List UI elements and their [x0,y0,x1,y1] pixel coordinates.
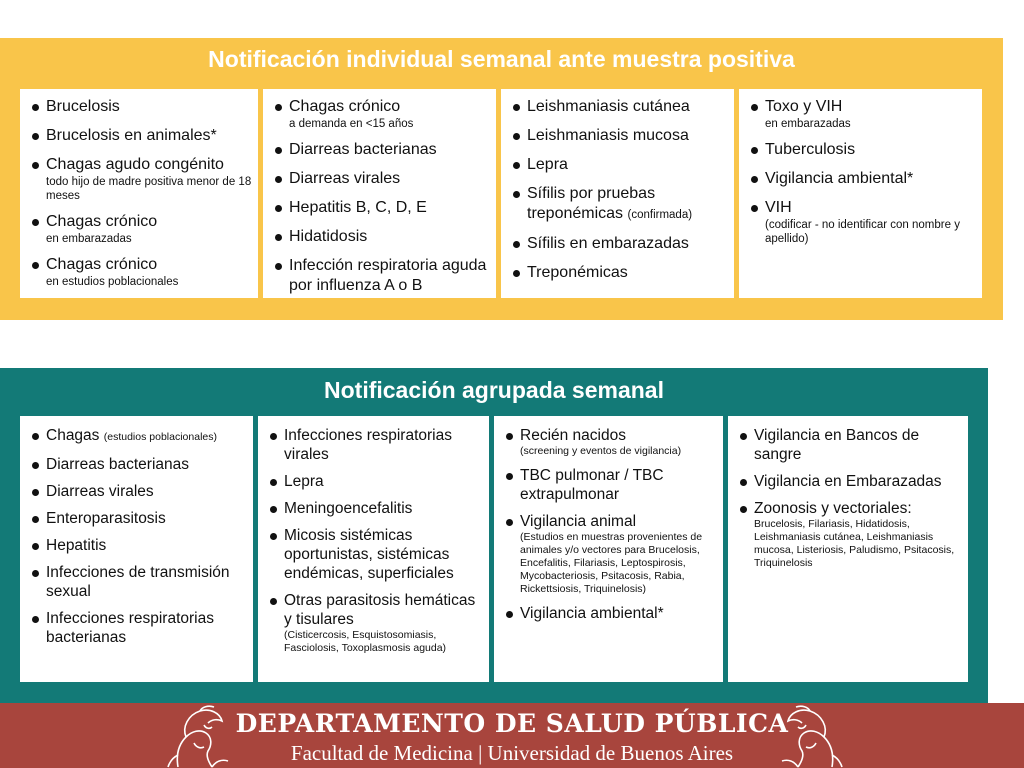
item-label: Vigilancia en Embarazadas [754,473,942,490]
list-item [749,97,976,131]
list-item [30,126,252,146]
column-3 [501,89,734,298]
list-item [511,263,728,283]
list-item [30,509,247,528]
item-label: Otras parasitosis hemáticas y tisulares [284,592,476,628]
item-label: Hepatitis [46,537,107,554]
item-label: Brucelosis [46,98,120,115]
list-item [268,499,483,518]
column-4 [739,89,982,298]
column-2 [258,416,489,682]
item-note: (Estudios en muestras provenientes de animales y/o vectores para Brucelosis, Encefalitis, Filariasis, Leptospirosis, Mycobacteriosis, Psitacosis, Rabia, Rickettsiosis, Triquinelosis) [520,531,703,595]
grouped-notification-panel [0,368,988,703]
item-label: Chagas [46,427,100,444]
list-item [273,97,490,131]
item-label: Hidatidosis [289,228,368,245]
list-item [749,198,976,246]
athena-emblem-icon [772,703,862,768]
item-label: Hepatitis B, C, D, E [289,199,427,216]
list-item [273,169,490,189]
item-note: en embarazadas [46,233,132,245]
item-label: Brucelosis en animales* [46,127,217,144]
list-item [30,255,252,289]
item-label: Chagas crónico [289,98,401,115]
panel-title: Notificación agrupada semanal [324,377,664,403]
item-label: Lepra [284,473,324,490]
item-label: Vigilancia animal [520,513,637,530]
item-label: Diarreas virales [46,483,154,500]
item-note: todo hijo de madre positiva menor de 18 meses [46,176,252,202]
item-label: Zoonosis y vectoriales: [754,500,912,517]
item-label: Toxo y VIH [765,98,843,115]
list-item [30,536,247,555]
item-note: Brucelosis, Filariasis, Hidatidosis, Leishmaniasis cutánea, Leishmaniasis mucosa, Listeriosis, Paludismo, Psitacosis, Triquinelosis [754,518,955,569]
list-item [738,499,962,570]
footer-banner [0,703,1024,768]
list-item [738,426,962,464]
item-note: (screening y eventos de vigilancia) [520,445,682,457]
list-item [273,227,490,247]
list-item [511,126,728,146]
item-label: Sífilis por pruebas treponémicas [527,185,656,222]
list-item [511,234,728,254]
column-1 [20,416,253,682]
item-label: Diarreas bacterianas [289,141,437,158]
list-item [268,426,483,464]
item-label: TBC pulmonar / TBC extrapulmonar [520,467,664,503]
item-label: Recién nacidos [520,427,626,444]
list-item [30,563,247,601]
list-item [30,212,252,246]
item-label: Sífilis en embarazadas [527,235,689,252]
item-label: Infección respiratoria aguda por influenza A o B [289,257,487,294]
item-qualifier: (estudios poblacionales) [103,431,217,443]
list-item [30,609,247,647]
item-label: Chagas crónico [46,256,158,273]
column-1 [20,89,258,298]
item-label: Leishmaniasis cutánea [527,98,690,115]
column-2 [263,89,496,298]
list-item [504,466,717,504]
column-3 [494,416,723,682]
item-note: a demanda en <15 años [289,118,414,130]
list-item [504,512,717,596]
item-label: Lepra [527,156,568,173]
list-item [511,97,728,117]
item-label: Tuberculosis [765,141,856,158]
list-item [738,472,962,491]
item-label: Vigilancia ambiental* [520,605,664,622]
item-label: Infecciones de transmisión sexual [46,564,230,600]
item-label: Vigilancia ambiental* [765,170,914,187]
item-label: Infecciones respiratorias virales [284,427,452,463]
department-title: DEPARTAMENTO DE SALUD PÚBLICA [235,709,789,738]
item-label: Chagas crónico [46,213,158,230]
list-item [749,140,976,160]
list-item [30,455,247,474]
faculty-subtitle: Facultad de Medicina | Universidad de Buenos Aires [290,741,734,765]
panel-title: Notificación individual semanal ante muestra positiva [208,46,795,72]
list-item [30,155,252,203]
list-item [30,97,252,117]
list-item [268,591,483,655]
item-label: Infecciones respiratorias bacterianas [46,610,214,646]
list-item [504,426,717,458]
item-label: Enteroparasitosis [46,510,166,527]
item-label: Leishmaniasis mucosa [527,127,689,144]
item-label: VIH [765,199,792,216]
list-item [273,256,490,296]
list-item [273,140,490,160]
list-item [504,604,717,623]
item-label: Diarreas bacterianas [46,456,190,473]
list-item [511,155,728,175]
list-item [511,184,728,225]
column-4 [728,416,968,682]
list-item [30,482,247,501]
list-item [268,526,483,583]
item-label: Treponémicas [527,264,628,281]
item-label: Diarreas virales [289,170,401,187]
list-item [268,472,483,491]
list-item [749,169,976,189]
item-label: Micosis sistémicas oportunistas, sistémicas endémicas, superficiales [284,527,454,582]
item-label: Meningoencefalitis [284,500,413,517]
item-note: en estudios poblacionales [46,276,179,288]
item-label: Chagas agudo congénito [46,156,224,173]
item-note: (Cisticercosis, Esquistosomiasis, Fasciolosis, Toxoplasmosis aguda) [284,629,447,654]
item-label: Vigilancia en Bancos de sangre [754,427,920,463]
item-note: (codificar - no identificar con nombre y apellido) [765,219,960,245]
item-qualifier: (confirmada) [627,209,693,221]
list-item [30,426,247,447]
list-item [273,198,490,218]
individual-notification-panel [0,38,1003,320]
item-note: en embarazadas [765,118,851,130]
